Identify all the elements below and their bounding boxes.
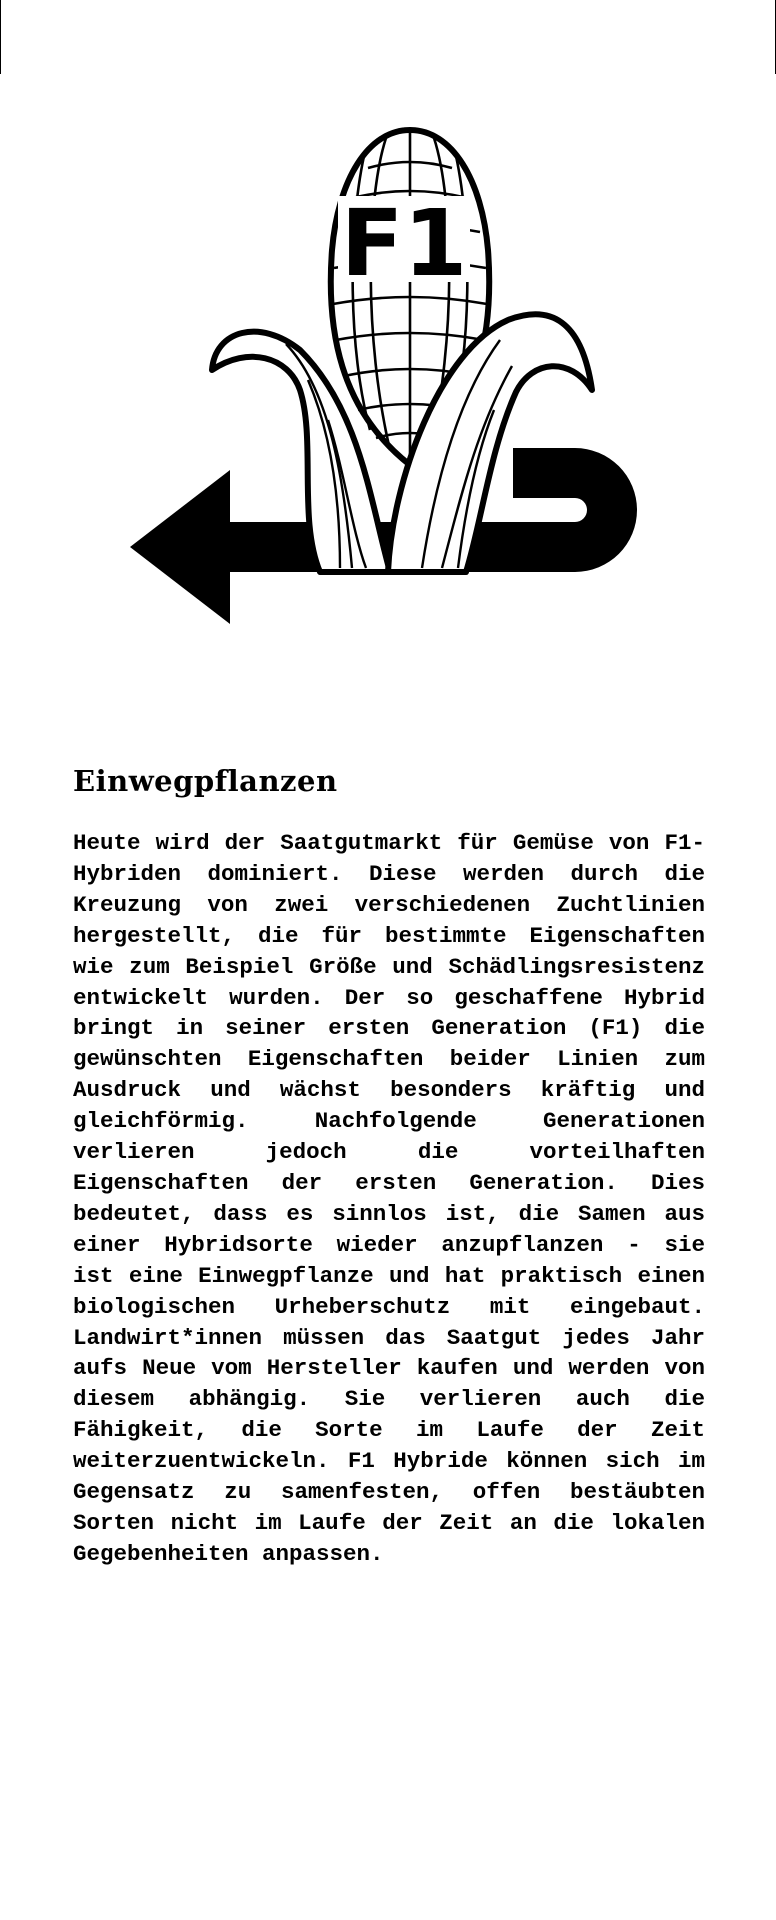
- corn-cob-with-left-arrow-icon: [120, 120, 660, 700]
- article-title: Einwegpflanzen: [73, 764, 338, 798]
- article-body: Heute wird der Saatgutmarkt für Gemüse von F1-Hybriden dominiert. Diese werden durch die Kreuzung von zwei verschiedenen Zuchtlinien hergestellt, die für bestimmte Eigenschaften wie zum Beispiel Größe und Schädlingsresistenz entwickelt wurden. Der so geschaffene Hybrid bringt in seiner ersten Generation (F1) die gewünschten Eigenschaften beider Linien zum Ausdruck und wächst besonders kräftig und gleichförmig. Nachfolgende Generationen verlieren jedoch die vorteilhaften Eigenschaften der ersten Generation. Dies bedeutet, dass es sinnlos ist, die Samen aus einer Hybridsorte wieder anzupflanzen - sie ist eine Einwegpflanze und hat praktisch einen biologischen Urheberschutz mit eingebaut. Landwirt*innen müssen das Saatgut jedes Jahr aufs Neue vom Hersteller kaufen und werden von diesem abhängig. Sie verlieren auch die Fähigkeit, die Sorte im Laufe der Zeit weiterzuentwickeln. F1 Hybride können sich im Gegensatz zu samenfesten, offen bestäubten Sorten nicht im Laufe der Zeit an die lokalen Gegebenheiten anpassen.: [73, 830, 705, 1567]
- f1-badge-label: F1: [340, 190, 468, 297]
- left-edge-line: [0, 0, 1, 74]
